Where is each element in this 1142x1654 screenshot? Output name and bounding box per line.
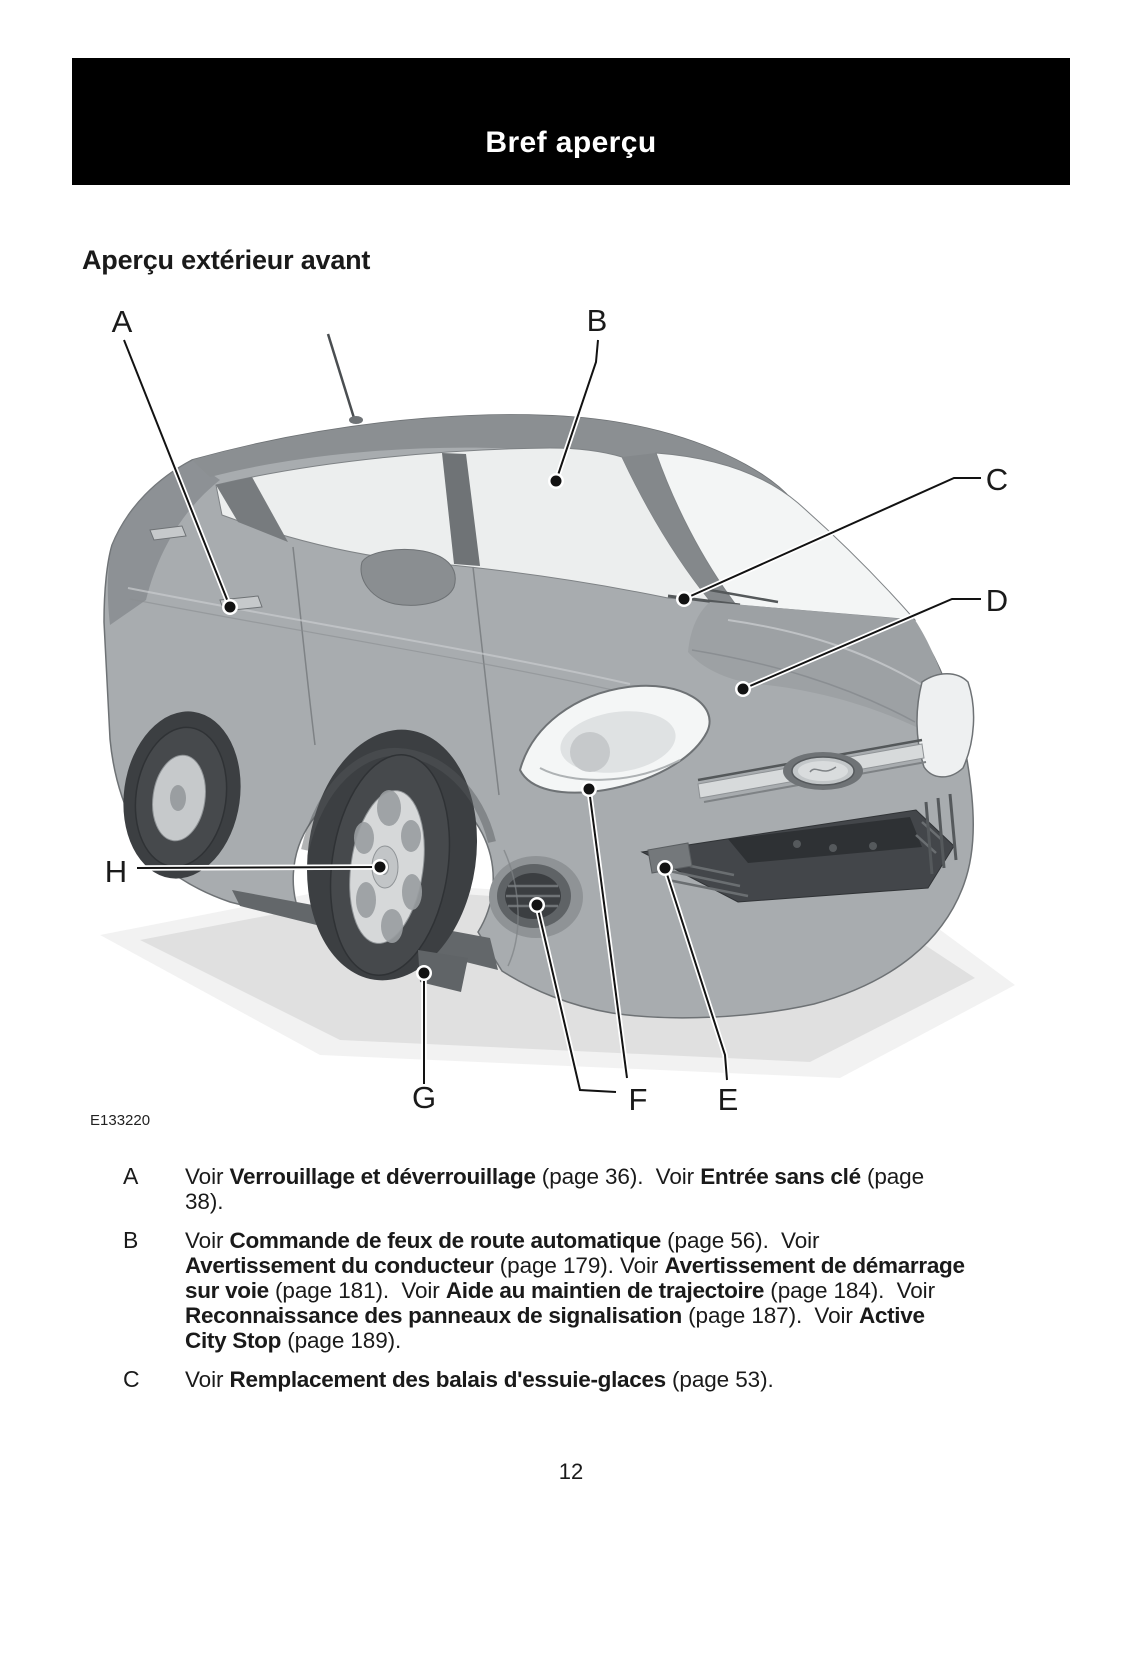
callout-letter-e: E (717, 1082, 739, 1115)
chapter-header-bar (72, 58, 1070, 185)
legend-item-text: Voir Verrouillage et déverrouillage (page 36). Voir Entrée sans clé (page 38). (185, 1164, 924, 1214)
legend-item-b (123, 1228, 1035, 1353)
rear-hub (170, 785, 186, 811)
legend-item-c (123, 1367, 1035, 1392)
car-diagram-svg (70, 290, 1070, 1115)
callout-letter-b: B (586, 303, 608, 338)
callout-letter-f: F (628, 1082, 648, 1115)
legend-item-letter: C (123, 1366, 140, 1392)
car-illustration (100, 334, 1015, 1078)
callout-letter-g: G (411, 1080, 437, 1115)
callout-letter-d: D (985, 583, 1009, 618)
callout-letter-c: C (985, 462, 1009, 497)
car-diagram-figure (70, 290, 1070, 1115)
legend (123, 1164, 1035, 1406)
chapter-title: Bref aperçu (485, 126, 657, 159)
legend-item-a (123, 1164, 1035, 1214)
callout-letter-h: H (104, 854, 128, 889)
page-number: 12 (558, 1459, 584, 1484)
legend-item-letter: A (123, 1163, 139, 1189)
antenna (328, 334, 354, 418)
figure-reference-code: E133220 (90, 1112, 151, 1129)
legend-item-text: Voir Remplacement des balais d'essuie-glaces (page 53). (185, 1367, 774, 1392)
callout-letter-a: A (111, 304, 133, 339)
legend-item-text: Voir Commande de feux de route automatique (page 56). Voir Avertissement du conducteur (page 179). Voir Avertissement de démarrage sur voie (page 181). Voir Aide au maintien de trajectoire (page 184). Voir Reconnaissance des panneaux de signalisation (page 187). Voir Active City Stop (page 189). (185, 1228, 965, 1353)
legend-item-letter: B (123, 1227, 139, 1253)
section-title: Aperçu extérieur avant (82, 245, 371, 275)
headlight-bulb (570, 732, 610, 772)
antenna-base (349, 416, 363, 424)
